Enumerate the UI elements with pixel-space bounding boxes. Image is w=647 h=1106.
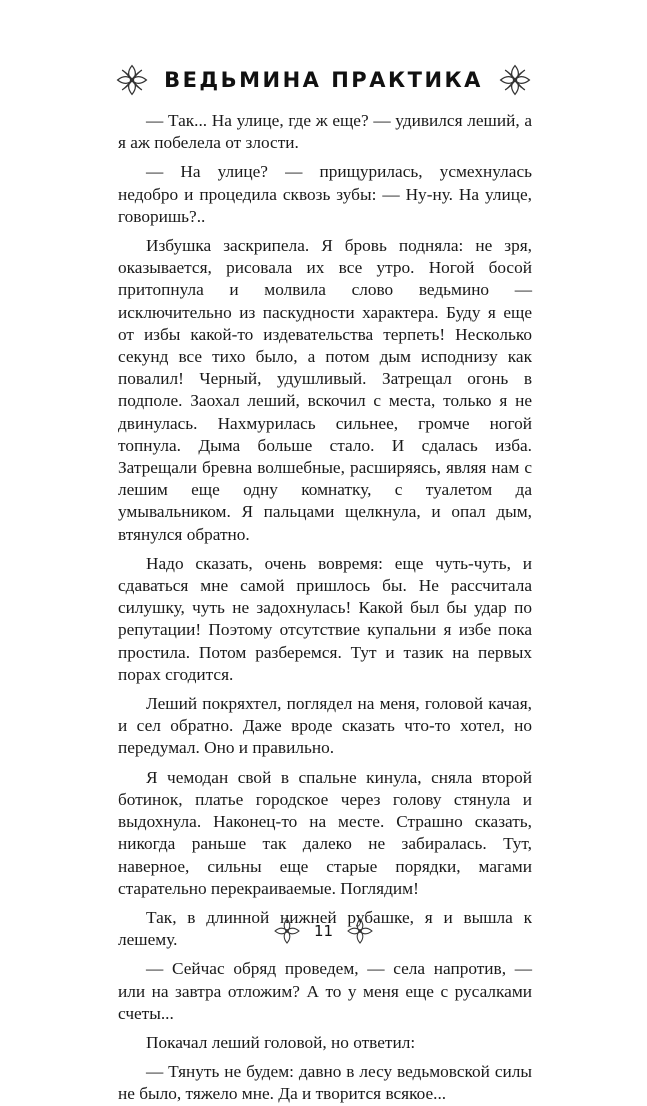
paragraph: Покачал леший головой, но ответил: (146, 1032, 416, 1052)
floral-ornament-icon (272, 916, 302, 946)
floral-ornament-icon (497, 62, 533, 98)
paragraph: — Так... На улице, где ж еще? — удивился леший, а я аж побелела от злости. (118, 111, 532, 153)
paragraph: — На улице? — прищурилась, усмехнулась недобро и процедила сквозь зубы: — Ну-ну. На улице, говоришь?.. (118, 162, 532, 226)
paragraph: — Сейчас обряд проведем, — села напротив, — или на завтра отложим? А то у меня еще с русалками счеты... (118, 959, 532, 1023)
page-footer (0, 916, 647, 946)
paragraph: Леший покряхтел, поглядел на меня, головой качая, и сел обратно. Даже вроде сказать что-то хотел, но передумал. Оно и правильно. (118, 694, 532, 758)
paragraph: Так, в длинной нижней рубашке, я и вышла к лешему. (118, 907, 532, 950)
page-number: 11 (313, 922, 334, 940)
floral-ornament-icon (114, 62, 150, 98)
book-title: ВЕДЬМИНА ПРАКТИКА (164, 68, 483, 92)
body-text (118, 110, 532, 1106)
floral-ornament-icon (345, 916, 375, 946)
paragraph: Я чемодан свой в спальне кинула, сняла второй ботинок, платье городское через голову стянула и выдохнула. Наконец-то на месте. Страшно сказать, никогда раньше так далеко не забиралась. Тут, наверное, сильны еще старые порядки, магами старательно перекраиваемые. Поглядим! (118, 767, 532, 898)
paragraph: Избушка заскрипела. Я бровь подняла: не зря, оказывается, рисовала их все утро. Ногой босой притопнула и молвила слово ведьмино — исключительно из паскудности характера. Буду я еще от избы какой-то издевательства терпеть! Несколько секунд все тихо было, а потом дым исподнизу как повалил! Черный, удушливый. Затрещал огонь в подполе. Заохал леший, вскочил с места, только я не двинулась. Нахмурилась сильнее, громче ногой топнула. Дыма больше стало. И сдалась изба. Затрещали бревна волшебные, расширяясь, являя нам с лешим еще одну комнатку, с туалетом да умывальником. Я пальцами щелкнула, и опал дым, втянулся обратно. (118, 236, 532, 544)
paragraph: Надо сказать, очень вовремя: еще чуть-чуть, и сдаваться мне самой пришлось бы. Не рассчитала силушку, чуть не задохнулась! Какой был бы удар по репутации! Поэтому отсутствие купальни я избе пока простила. Потом разберемся. Тут и тазик на первых порах сгодится. (118, 553, 532, 684)
paragraph: — Тянуть не будем: давно в лесу ведьмовской силы не было, тяжело мне. Да и творится всякое... (118, 1062, 532, 1104)
running-header (0, 62, 647, 98)
